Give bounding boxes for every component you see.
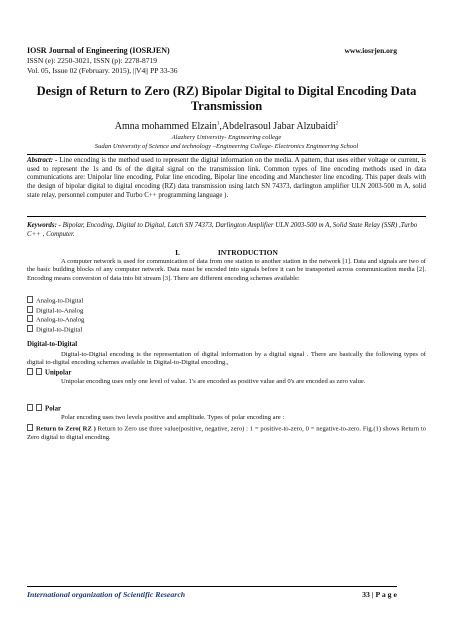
- section-number: I.: [175, 248, 180, 257]
- rz-paragraph: [27, 424, 426, 442]
- list-item: Digital-to-Analog: [27, 306, 84, 316]
- abstract-bottom-rule: [27, 216, 426, 217]
- journal-website[interactable]: www.iosrjen.org: [344, 46, 397, 55]
- page-footer: [27, 590, 397, 599]
- polar-heading: Polar: [27, 404, 61, 413]
- issn-line: ISSN (e): 2250-3021, ISSN (p): 2278-8719: [27, 56, 157, 65]
- affiliation-1: Alazhery University- Engineering college: [171, 134, 282, 141]
- bullet-box-icon: [36, 404, 42, 411]
- keywords-label: Keywords: -: [27, 222, 61, 229]
- rz-text: Return to Zero use three value(positive, negative, zero) : 1 = positive-to-zero, 0 = negative-to-zero. Fig.(1) shows Return to Zero digital to digital encoding.: [27, 425, 427, 441]
- keywords: [27, 222, 426, 239]
- unipolar-paragraph: Unipolar encoding uses only one level of value. 1's are encoded as positive value and 0's are encoded as zero value.: [61, 378, 366, 385]
- intro-paragraph: A computer network is used for communication of data from one station to another station in the network [1]. Data and signals are two of the basic building blocks of any computer network. Data must be encoded into signals before it can be transported across communication media [2]. Encoding means conversion of data into bit stream [3]. There are different encoding schemes available:: [27, 258, 426, 282]
- list-item: Analog-to-Digital: [27, 296, 84, 306]
- author-1: Amna mohammed Elzain: [114, 121, 217, 132]
- paper-title: Design of Return to Zero (RZ) Bipolar Digital to Digital Encoding Data Transmission: [36, 84, 417, 113]
- page-number: 33 | P a g e: [362, 590, 397, 599]
- abstract: [27, 157, 426, 201]
- unipolar-heading: Unipolar: [27, 368, 71, 377]
- bullet-box-icon: [27, 315, 33, 322]
- bullet-box-icon: [27, 296, 33, 303]
- list-item: Analog-to-Analog: [27, 315, 84, 325]
- affiliation-2: Sudan University of Science and technology –Engineering College- Electronics Engineering School: [94, 143, 359, 150]
- d2d-heading: Digital-to-Digital: [27, 341, 78, 348]
- keywords-text: Bipolar, Encoding, Digital to Digital, Latch SN 74373, Darlington Amplifier ULN 2003-500 m A, Solid State Relay (SSR) ,Turbo C++ , Computer.: [27, 222, 418, 238]
- polar-paragraph: Polar encoding uses two levels positive and amplitude. Types of polar encoding are :: [61, 414, 285, 421]
- d2d-paragraph: Digital-to-Digital encoding is the representation of digital information by a digital signal . There are basically the following types of digital to-digital encoding schemes available in Digital-to-Digital encoding.,: [27, 351, 426, 367]
- footer-organization: International organization of Scientific Research: [27, 590, 186, 599]
- rz-label: Return to Zero( RZ ): [36, 425, 96, 433]
- abstract-label: Abstract: -: [27, 157, 58, 164]
- abstract-top-rule: [27, 154, 426, 155]
- bullet-box-icon: [27, 424, 33, 431]
- list-item: Digital-to-Digital: [27, 325, 84, 335]
- bullet-box-icon: [27, 404, 33, 411]
- section-title: INTRODUCTION: [217, 248, 278, 257]
- abstract-text: Line encoding is the method used to represent the digital information on the media. A pattern, that uses either voltage or current, is used to represent the 1s and 0s of the digital signal on the transmission link. Common types of line encoding methods used in data communications are: Unipolar line encoding, Polar line encoding, Bipolar line encoding and Manchester line encoding. This paper deals with the design of bipolar digital to digital encoding (RZ) data transmission using latch SN 74373, darlington amplifier ULN 2003-500 m A, solid state relay, personnel computer and Turbo C++ programming language ).: [27, 157, 426, 199]
- author-2: ,Abdelrasoul Jabar Alzubaidi: [219, 121, 336, 132]
- section-heading: [0, 248, 453, 257]
- journal-name: IOSR Journal of Engineering (IOSRJEN): [27, 46, 170, 55]
- bullet-box-icon: [27, 368, 33, 375]
- author-list: [0, 121, 453, 132]
- bullet-box-icon: [36, 368, 42, 375]
- author-2-mark: 2: [335, 121, 339, 127]
- scheme-list: [27, 296, 84, 334]
- bullet-box-icon: [27, 325, 33, 332]
- bullet-box-icon: [27, 306, 33, 313]
- volume-line: Vol. 05, Issue 02 (February. 2015), ||V4|| PP 33-36: [27, 66, 178, 75]
- footer-rule: [27, 586, 397, 587]
- author-1-mark: 1: [216, 121, 220, 127]
